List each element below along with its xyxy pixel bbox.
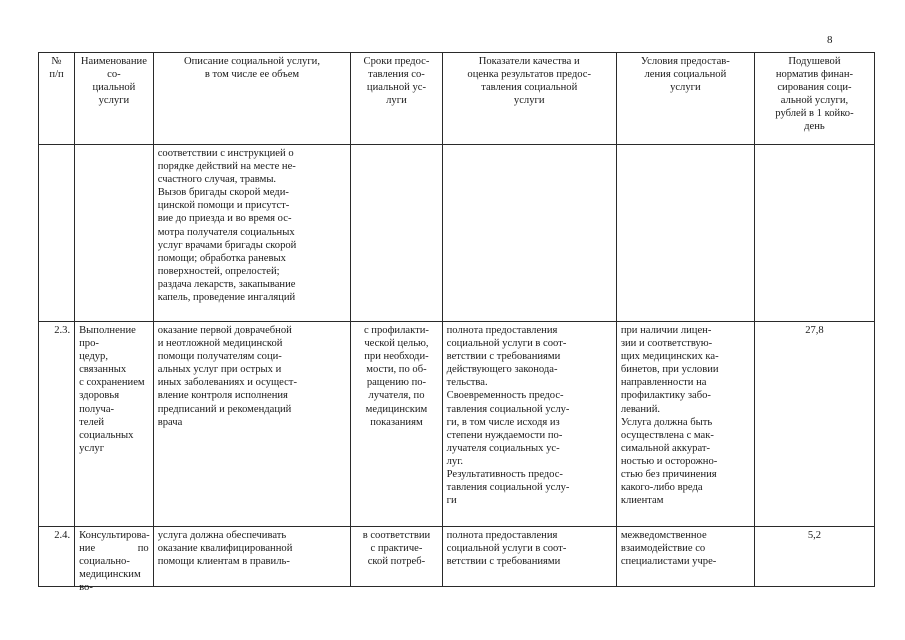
header-service-name: Наименование со- циальной услуги xyxy=(75,53,154,145)
cell-num: 2.3. xyxy=(39,322,75,527)
cell-empty xyxy=(616,145,754,322)
cell-quality: полнота предоставления социальной услуги в соот- ветствии с требованиями действующего законода- тельства. Своевременность предос- тавления социальной услу- ги, в том числе исходя из степени нуждаемости по- лучателя социальных ус- луг. Результативность предос- тавления социальной услу- ги xyxy=(442,322,616,527)
cell-empty xyxy=(75,145,154,322)
header-terms: Сроки предос- тавления со- циальной ус- луги xyxy=(351,53,442,145)
social-services-table xyxy=(38,52,875,594)
cell-description: соответствии с инструкцией о порядке действий на месте не- счастного случая, травмы. Вызов бригады скорой меди- цинской помощи и присутст- вие до приезда и во время ос- мотра получателя социальных услуг врачами бригады скорой помощи; обработка раневых поверхностей, опрелостей; раздача лекарств, закапывание капель, проведение ингаляций xyxy=(153,145,351,322)
table-row xyxy=(39,527,875,587)
cell-terms: с профилакти- ческой целью, при необходи- мости, по об- ращению по- лучателя, по медицинским показаниям xyxy=(351,322,442,527)
header-description: Описание социальной услуги, в том числе ее объем xyxy=(153,53,351,145)
cell-empty xyxy=(351,145,442,322)
cell-description: оказание первой доврачебной и неотложной медицинской помощи получателям соци- альных услуг при острых и иных заболеваниях и осущест- вление контроля исполнения предписаний и рекомендаций врача xyxy=(153,322,351,527)
cell-conditions: межведомственное взаимодействие со специалистами учре- xyxy=(616,527,754,587)
cell-service-name: Выполнение про- цедур, связанных с сохранением здоровья получа- телей социальных услуг xyxy=(75,322,154,527)
cell-normative: 27,8 xyxy=(754,322,874,527)
cell-empty xyxy=(442,145,616,322)
cell-description: услуга должна обеспечивать оказание квалифицированной помощи клиентам в правиль- xyxy=(153,527,351,587)
cell-num: 2.4. xyxy=(39,527,75,587)
cell-normative: 5,2 xyxy=(754,527,874,587)
cell-service-name: Консультирова- ние по социально- медицинским во- xyxy=(75,527,154,587)
cell-empty xyxy=(754,145,874,322)
header-quality: Показатели качества и оценка результатов предос- тавления социальной услуги xyxy=(442,53,616,145)
cell-quality: полнота предоставления социальной услуги в соот- ветствии с требованиями xyxy=(442,527,616,587)
cell-empty xyxy=(39,145,75,322)
header-num: № п/п xyxy=(39,53,75,145)
table-row-continuation xyxy=(39,145,875,322)
header-conditions: Условия предостав- ления социальной услуги xyxy=(616,53,754,145)
cell-terms: в соответствии с практиче- ской потреб- xyxy=(351,527,442,587)
table-header-row xyxy=(39,53,875,145)
page-number: 8 xyxy=(827,34,833,46)
header-normative: Подушевой норматив финан- сирования соци- альной услуги, рублей в 1 койко- день xyxy=(754,53,874,145)
table-row xyxy=(39,322,875,527)
cell-conditions: при наличии лицен- зии и соответствую- щих медицинских ка- бинетов, при условии направленности на профилактику забо- леваний. Услуга должна быть осуществлена с мак- симальной аккурат- ностью и осторожно- стью без причинения какого-либо вреда клиентам xyxy=(616,322,754,527)
